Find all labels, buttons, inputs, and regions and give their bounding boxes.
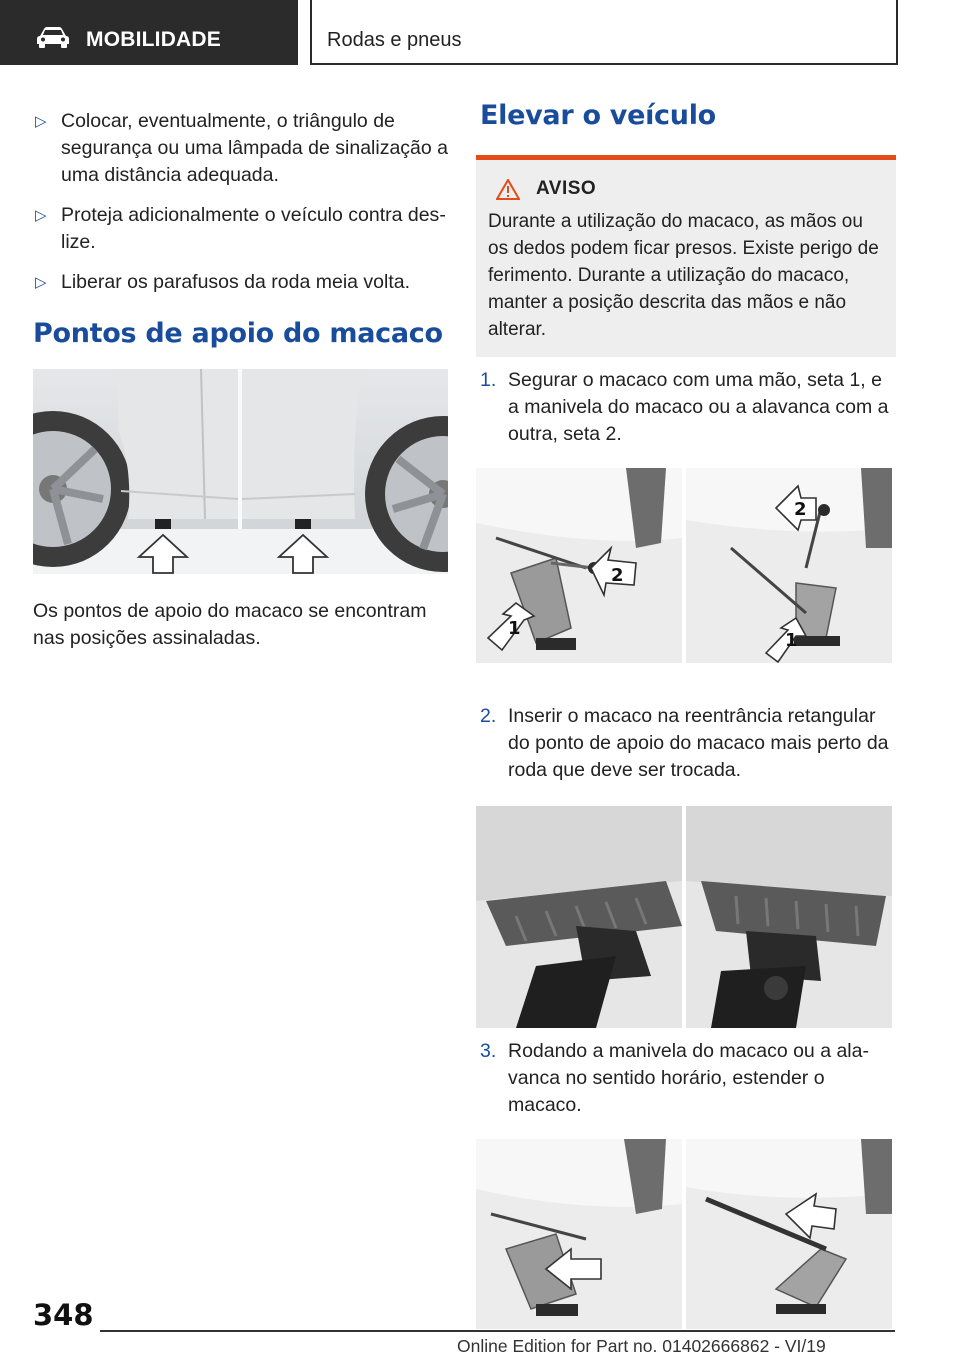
figure-caption: Os pontos de apoio do macaco se encontram nas posições assinaladas. (33, 600, 427, 649)
edition-note: Online Edition for Part no. 01402666862 - VI/19 (457, 1336, 826, 1356)
arrow-label-1: 1 (785, 630, 798, 651)
warning-label: AVISO (536, 178, 597, 199)
arrow-label-2: 2 (794, 499, 807, 520)
warning-box (476, 155, 896, 357)
chapter-title: Rodas e pneus (327, 29, 462, 51)
page-number: 348 (33, 1298, 94, 1332)
step-number: 2. (480, 705, 497, 727)
right-column (476, 100, 896, 1329)
triangle-bullet-icon: ▷ (35, 274, 47, 291)
step-number: 1. (480, 369, 497, 391)
triangle-bullet-icon: ▷ (35, 113, 47, 130)
triangle-bullet-icon: ▷ (35, 207, 47, 224)
jack-handling-figure (476, 468, 896, 663)
section-header (0, 0, 298, 65)
list-item (33, 202, 448, 256)
step-text: Inserir o macaco na reentrância retangular do ponto de apoio do macaco mais perto da roda que deve ser trocada. (508, 705, 889, 781)
chapter-header (310, 0, 898, 65)
arrow-label-2: 2 (611, 565, 624, 586)
step-item (476, 1038, 896, 1119)
section-title: MOBILIDADE (86, 28, 221, 51)
car-icon (36, 26, 70, 48)
jack-insertion-figure (476, 806, 896, 1028)
warning-text: Durante a utilização do macaco, as mãos ou os dedos podem ficar presos. Existe perigo de ferimento. Durante a utilização do macaco, manter a posição descrita das mãos e não alterar. (488, 211, 879, 340)
list-item-text: Colocar, eventualmente, o triângulo de segurança ou uma lâmpada de sinalização a uma distância adequada. (61, 110, 449, 186)
list-item (33, 269, 448, 296)
list-item (33, 108, 448, 189)
left-column (33, 108, 448, 652)
step-item (476, 703, 896, 784)
step-text: Rodando a manivela do macaco ou a alavanca no sentido horário, estender o macaco. (508, 1040, 869, 1116)
step-item (476, 367, 896, 448)
warning-triangle-icon (496, 179, 520, 200)
section-heading-jack-points: Pontos de apoio do macaco (33, 318, 443, 349)
list-item-text: Proteja adicionalmente o veículo contra deslize. (61, 204, 446, 253)
section-heading-raise-vehicle: Elevar o veículo (480, 100, 716, 131)
step-text: Segurar o macaco com uma mão, seta 1, e a manivela do macaco ou a alavanca com a outra, seta 2. (508, 369, 889, 445)
footer-divider (100, 1330, 895, 1332)
list-item-text: Liberar os parafusos da roda meia volta. (61, 271, 411, 293)
jack-points-figure (33, 369, 448, 574)
jack-extension-figure (476, 1139, 896, 1329)
step-number: 3. (480, 1040, 497, 1062)
arrow-label-1: 1 (508, 618, 521, 639)
